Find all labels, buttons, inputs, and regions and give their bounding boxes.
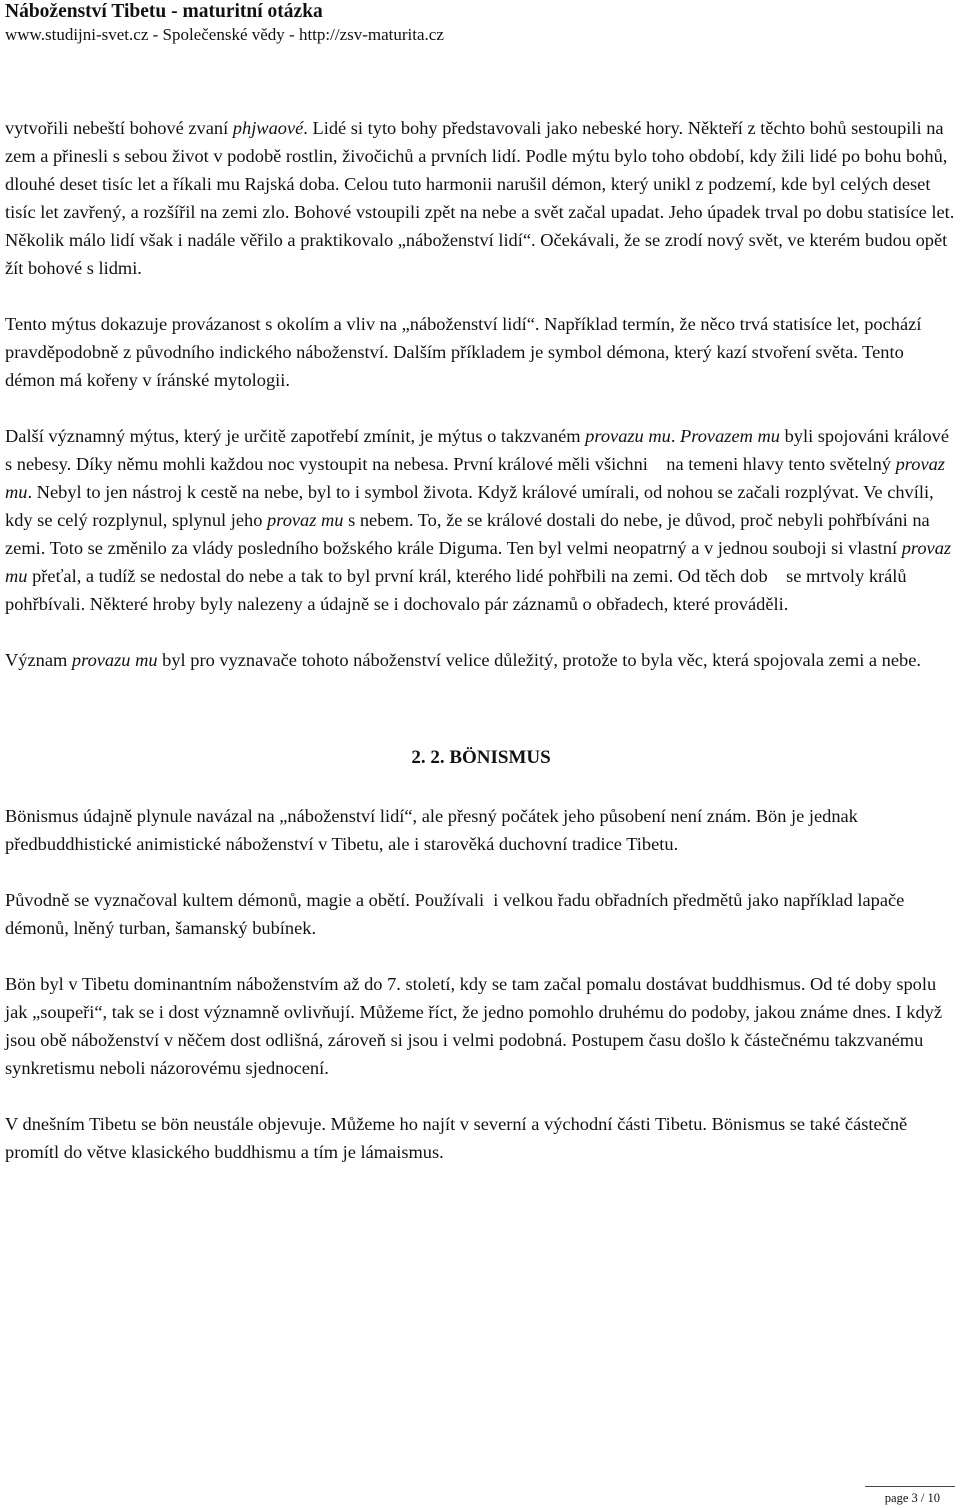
- term-provaz-mu: provaz mu: [5, 454, 945, 502]
- paragraph-bonismus-today: V dnešním Tibetu se bön neustále objevuje. Můžeme ho najít v severní a východní části Tibetu. Bönismus se také částečně promítl do větve klasického buddhismu a tím je lámaismus.: [5, 1114, 908, 1162]
- term-provazu-mu: provazu mu: [585, 426, 671, 446]
- document-body: [5, 114, 957, 1166]
- document-title: Náboženství Tibetu - maturitní otázka: [5, 1, 323, 22]
- term-provazu-mu: provazu mu: [71, 650, 158, 670]
- term-phjwaove: phjwaové: [232, 118, 304, 138]
- paragraph-myth-influence: Tento mýtus dokazuje provázanost s okolím a vliv na „náboženství lidí“. Například termín, že něco trvá statisíce let, pochází pravděpodobně z původního indického náboženství. Dalším příkladem je symbol démona, který kazí stvoření světa. Tento démon má kořeny v íránské mytologii.: [5, 314, 922, 390]
- paragraph-provaz-meaning: Význam provazu mu byl pro vyznavače tohoto náboženství velice důležitý, protože to byla věc, která spojovala zemi a nebe.: [5, 650, 921, 670]
- page-number: page 3 / 10: [884, 1491, 940, 1505]
- term-provaz-mu: provaz mu: [5, 538, 952, 586]
- paragraph-provaz-mu: Další významný mýtus, který je určitě zapotřebí zmínit, je mýtus o takzvaném provazu mu. Provazem mu byli spojováni králové s nebesy. Díky němu mohli každou noc vystoupit na nebesa. První králové měli všichni na temeni hlavy tento světelný provaz mu. Nebyl to jen nástroj k cestě na nebe, byl to i symbol života. Když králové umírali, od nohou se začali rozplývat. Ve chvíli, kdy se celý rozplynul, splynul jeho provaz mu s nebem. To, že se králové dostali do nebe, je důvod, proč nebyli pohřbíváni na zemi. Toto se změnilo za vlády posledního božského krále Diguma. Ten byl velmi neopatrný a v jednou souboji si vlastní provaz mu přeťal, a tudíž se nedostal do nebe a tak to byl první král, kterého lidé pohřbili na zemi. Od těch dob se mrtvoly králů pohřbívali. Některé hroby byly nalezeny a údajně se i dochovalo pár záznamů o obřadech, které prováděli.: [5, 426, 954, 614]
- source-line: www.studijni-svet.cz - Společenské vědy - http://zsv-maturita.cz: [5, 25, 444, 44]
- paragraph-bonismus-cult: Původně se vyznačoval kultem démonů, magie a obětí. Používali i velkou řadu obřadních předmětů jako například lapače démonů, lněný turban, šamanský bubínek.: [5, 890, 909, 938]
- section-heading: 2. 2. BÖNISMUS: [411, 747, 551, 768]
- paragraph-myth-creation: vytvořili nebeští bohové zvaní phjwaové. Lidé si tyto bohy představovali jako nebeské hory. Někteří z těchto bohů sestoupili na zem a přinesli s sebou život v podobě rostlin, živočichů a prvních lidí. Podle mýtu bylo toho období, kdy žili lidé po bohu bohů, dlouhé deset tisíc let a říkali mu Rajská doba. Celou tuto harmonii narušil démon, který unikl z podzemí, kde byl celých deset tisíc let zavřený, a rozšířil na zemi zlo. Bohové vstoupili zpět na nebe a svět začal upadat. Jeho úpadek trval po dobu statisíce let. Několik málo lidí však i nadále věřilo a praktikovalo „náboženství lidí“. Očekávali, že se zrodí nový svět, ve kterém budou opět žít bohové s lidmi.: [5, 118, 955, 278]
- footer-divider: [865, 1486, 955, 1487]
- term-provaz-mu: provaz mu: [267, 510, 344, 530]
- page-header: [5, 0, 955, 46]
- page-footer: [885, 1491, 940, 1506]
- paragraph-bonismus-origin: Bönismus údajně plynule navázal na „náboženství lidí“, ale přesný počátek jeho působení není znám. Bön je jednak předbuddhistické animistické náboženství v Tibetu, ale i starověká duchovní tradice Tibetu.: [5, 806, 858, 854]
- term-provazem-mu: Provazem mu: [680, 426, 780, 446]
- paragraph-bonismus-history: Bön byl v Tibetu dominantním náboženstvím až do 7. století, kdy se tam začal pomalu dostávat buddhismus. Od té doby spolu jak „soupeři“, tak se i dost významně ovlivňují. Můžeme říct, že jedno pomohlo druhému do podoby, jakou známe dnes. I když jsou obě náboženství v něčem dost odlišná, zároveň si jsou i velmi podobná. Postupem času došlo k částečnému takzvanému synkretismu neboli názorovému sjednocení.: [5, 974, 943, 1078]
